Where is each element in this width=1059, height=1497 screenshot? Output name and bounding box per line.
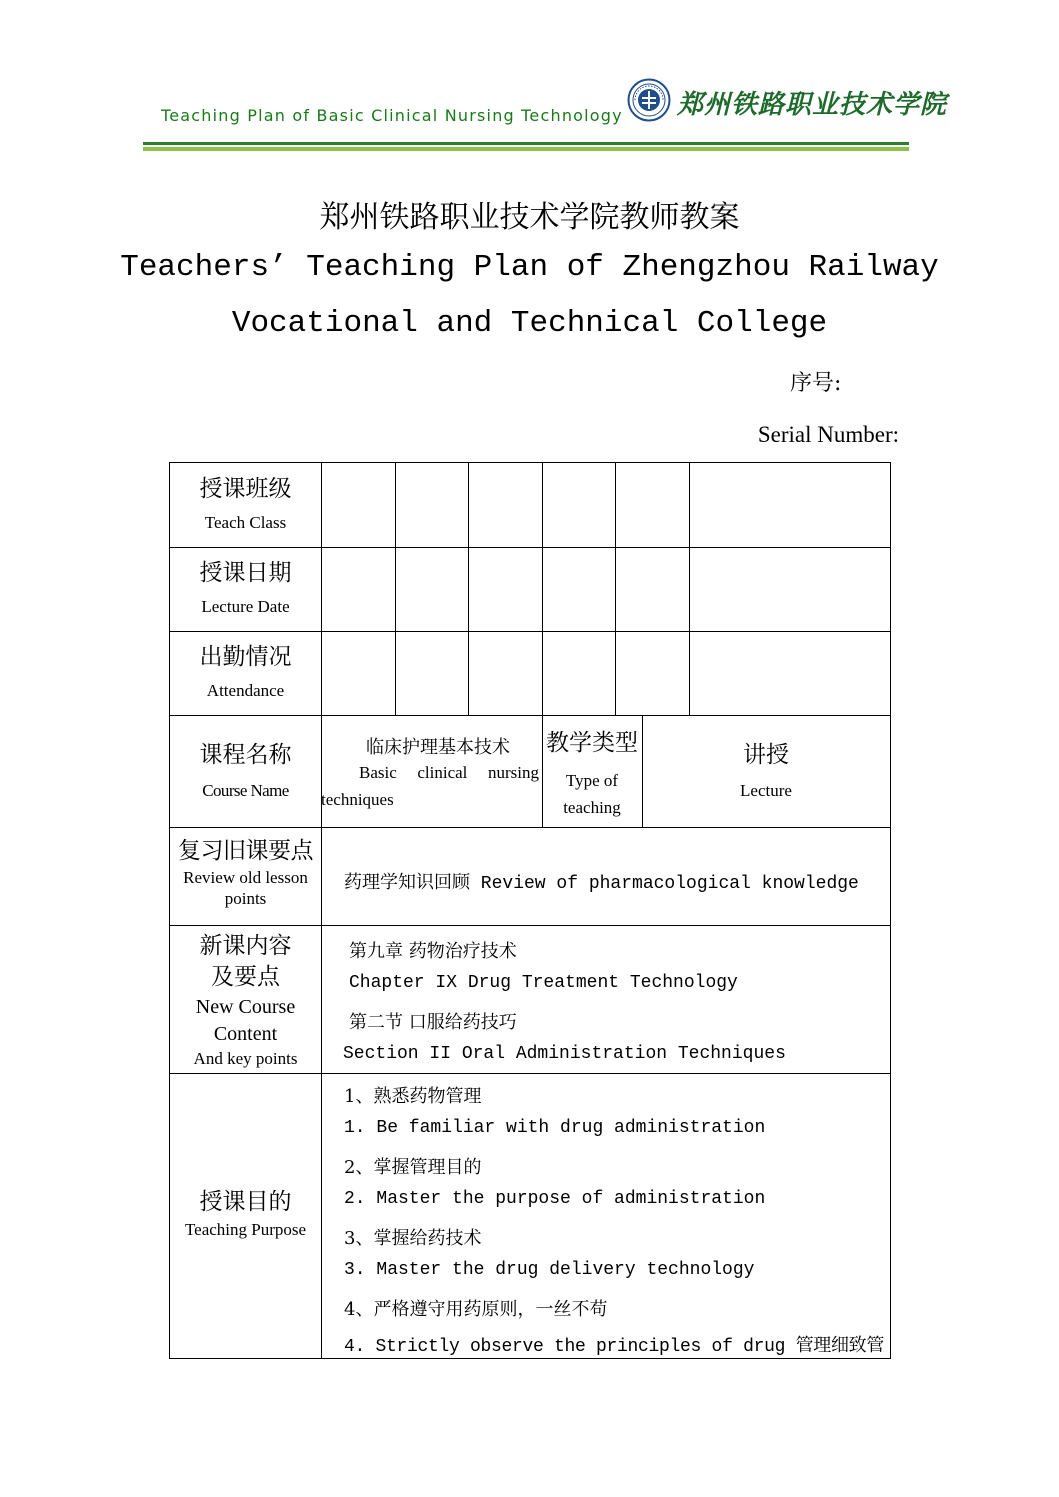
course-name-value-en-line2: techniques [321,790,394,809]
review-label [170,837,321,909]
purpose-line: 1、熟悉药物管理 [344,1086,482,1107]
purpose-line: 3. Master the drug delivery technology [344,1260,755,1280]
logo-text: 郑州铁路职业技术学院 [677,90,948,120]
purpose-label-en: Teaching Purpose [184,1219,307,1239]
page-header [143,76,948,152]
course-name-label-zh: 课程名称 [199,742,292,768]
row-divider [170,715,890,716]
new-content-label-zh-1: 新课内容 [199,933,292,959]
purpose-line: 1. Be familiar with drug administration [344,1118,766,1138]
course-name-label-en: Course Name [202,780,289,800]
lecture-date-label-zh: 授课日期 [199,560,292,586]
teach-class-label [170,475,321,533]
column-divider [395,463,396,715]
new-content-label-en-2: Content [213,1023,278,1045]
header-rule-light [143,147,909,151]
teaching-plan-table [169,462,891,1359]
teach-class-label-zh: 授课班级 [199,476,292,502]
course-name-value-en [359,763,539,783]
serial-label-zh: 序号: [790,371,842,396]
column-divider [321,463,322,1358]
new-content-line: Section II Oral Administration Techniques [343,1044,786,1064]
course-name-label [170,741,321,801]
purpose-line: 4、严格遵守用药原则，一丝不苟 [344,1299,608,1320]
purpose-line: 2、掌握管理目的 [344,1157,482,1178]
attendance-label-zh: 出勤情况 [199,644,292,670]
teaching-type-value [642,741,890,801]
purpose-line: 2. Master the purpose of administration [344,1189,766,1209]
new-content-label [170,931,321,1071]
review-label-en-2: points [224,888,267,908]
teach-class-label-en: Teach Class [204,512,287,532]
review-value [344,868,859,894]
header-rule-dark [143,142,909,145]
college-logo [627,78,948,124]
row-divider [170,827,890,828]
teaching-type-label-zh: 教学类型 [546,730,638,756]
lecture-date-label [170,559,321,617]
teaching-type-label-en-1: Type of [565,770,619,790]
course-name-value-en-line1: Basic clinical nursing [359,763,539,782]
new-content-line: 第二节 口服给药技巧 [349,1012,517,1033]
review-label-en-1: Review old lesson [183,867,308,887]
teaching-type-label [542,729,642,821]
serial-label-en: Serial Number: [757,422,899,447]
college-seal-icon [627,78,671,122]
column-divider [468,463,469,715]
lecture-date-label-en: Lecture Date [201,596,290,616]
teaching-type-value-zh: 讲授 [743,742,789,768]
title-en-line1: Teachers’ Teaching Plan of Zhengzhou Railway [120,250,939,285]
review-value-text: 药理学知识回顾 Review of pharmacological knowledge [344,874,859,894]
purpose-label-zh: 授课目的 [199,1189,292,1215]
new-content-line: 第九章 药物治疗技术 [349,941,517,962]
purpose-label [170,1188,321,1240]
new-content-label-en-3: And key points [193,1049,298,1068]
column-divider [542,463,543,715]
row-divider [170,631,890,632]
row-divider [170,925,890,926]
title-en-line2: Vocational and Technical College [231,306,828,341]
new-content-label-zh-2: 及要点 [211,964,280,990]
column-divider [689,463,690,715]
new-content-line: Chapter IX Drug Treatment Technology [349,973,738,993]
purpose-line: 3、掌握给药技术 [344,1228,482,1249]
row-divider [170,547,890,548]
column-divider [615,463,616,715]
attendance-label [170,643,321,701]
purpose-line: 4. Strictly observe the principles of drug 管理细致管 [344,1337,885,1357]
new-content-label-en-1: New Course [195,996,296,1018]
running-title: Teaching Plan of Basic Clinical Nursing Technology [161,106,623,125]
attendance-label-en: Attendance [206,680,285,700]
review-label-zh: 复习旧课要点 [178,838,313,864]
teaching-type-label-en-2: teaching [563,797,621,817]
row-divider [170,1073,890,1074]
title-zh: 郑州铁路职业技术学院教师教案 [319,200,740,235]
course-name-value-zh: 临床护理基本技术 [366,737,510,758]
teaching-type-value-en: Lecture [740,780,792,800]
